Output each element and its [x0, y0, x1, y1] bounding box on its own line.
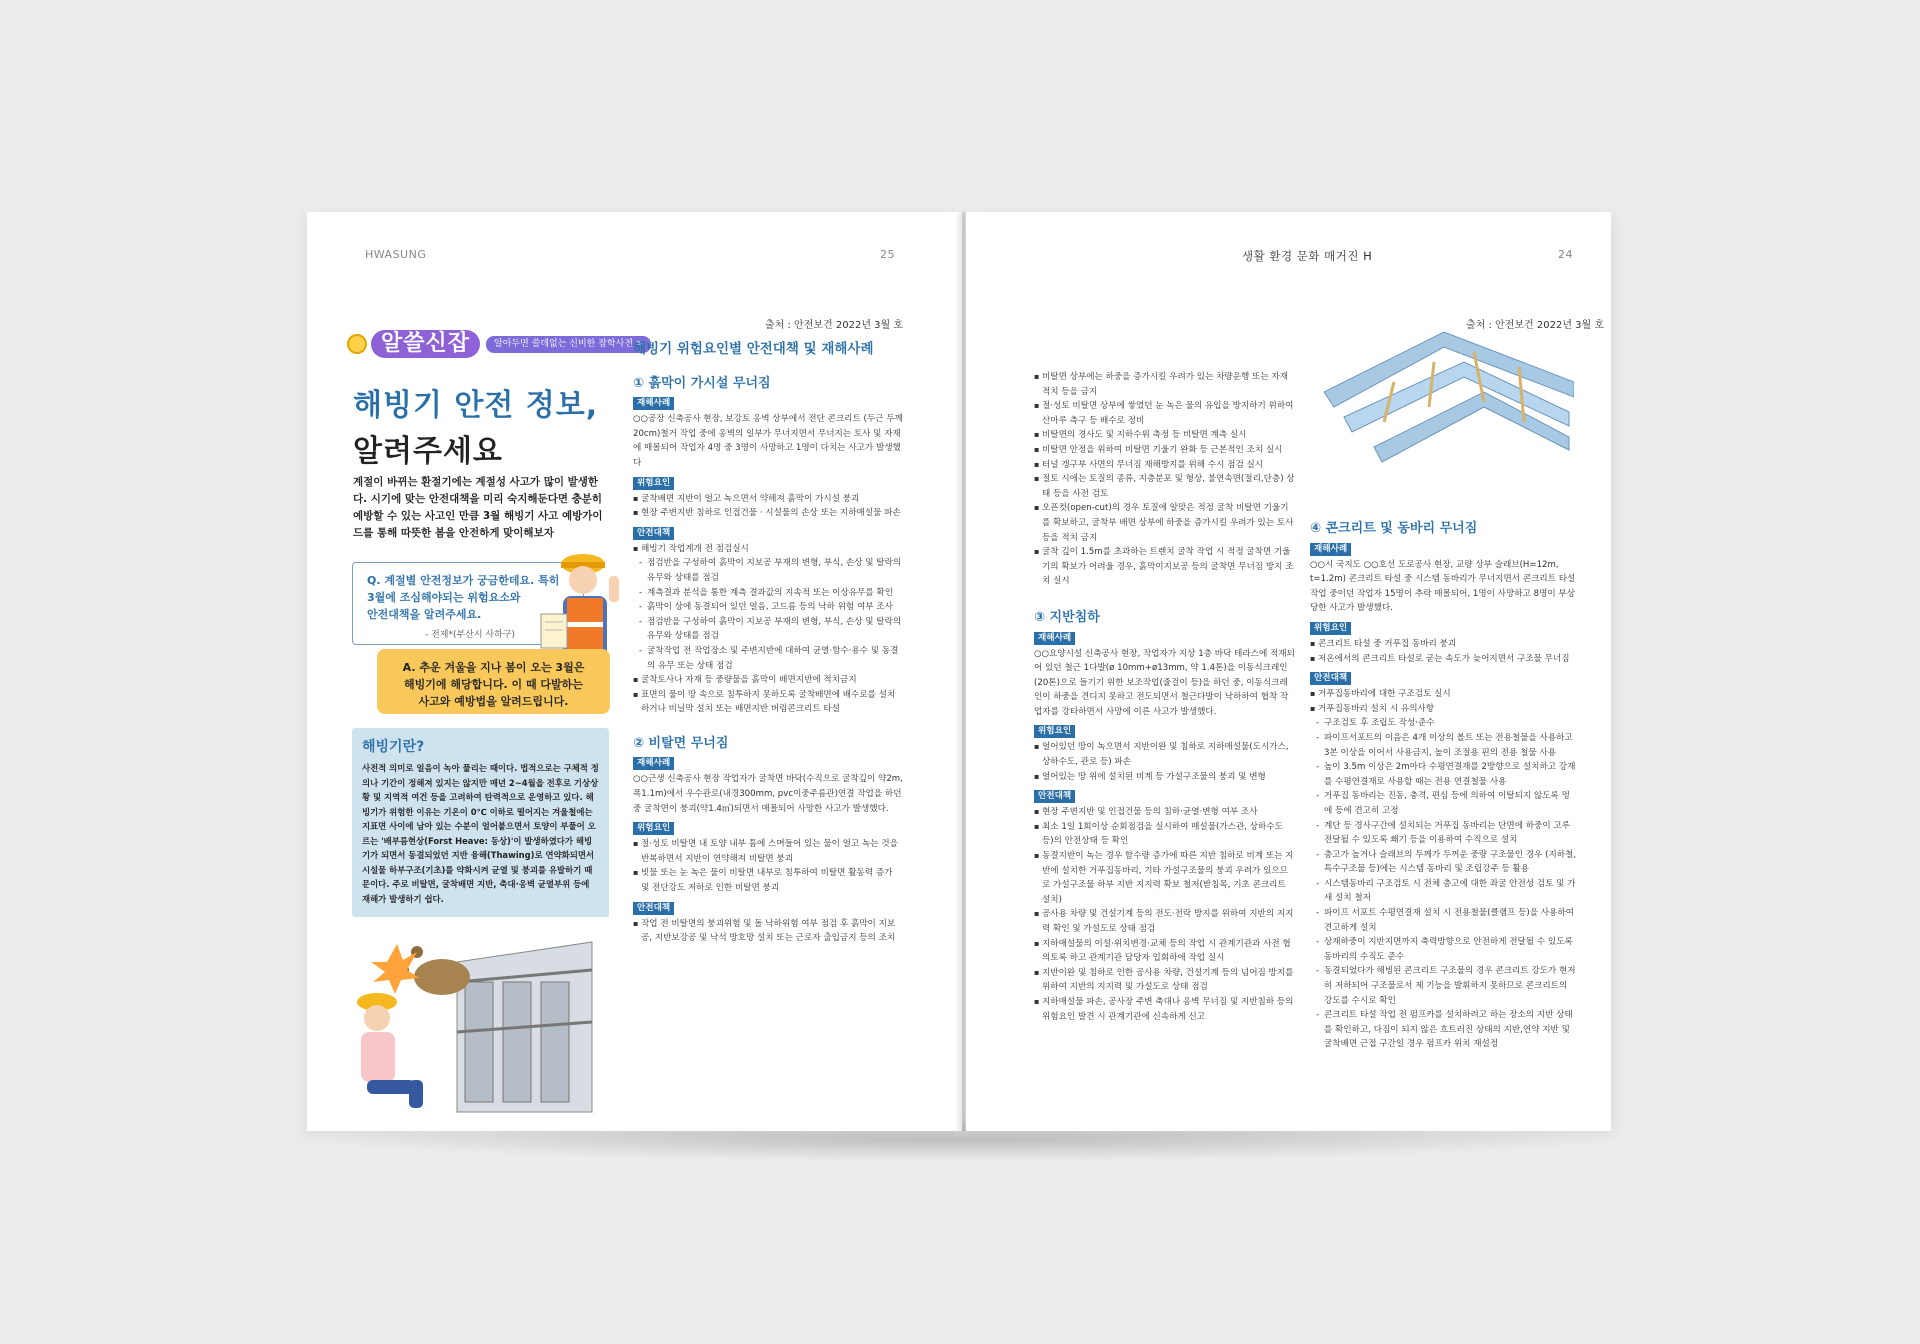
list-item: ▪ 현장 주변지반 침하로 인접건물 · 시설물의 손상 또는 지하매설물 파손 [633, 506, 903, 521]
case-text: ○○요양시설 신축공사 현장, 작업자가 지상 1층 바닥 테라스에 적재되어 있던 철근 1다발(ø 10mm+ø13mm, 약 1.4톤)을 이동식크레인(20톤)으로 들기기 위한 보조작업(줄걸이 등)을 하던 중, 이동식크레인이 하중을 견디지 못하고 전도되면서 철근다발이 낙하하여 협착 작업자를 강타하면서 사망에 이른 사고가 발생했다. [1034, 648, 1295, 717]
hazard-column [633, 342, 903, 946]
risk-label: 위험요인 [633, 477, 674, 490]
case-label: 재해사례 [633, 757, 674, 770]
list-item: - 콘크리트 타설 작업 전 펌프카를 설치하려고 하는 장소의 지반 상태를 확인하고, 다짐이 되지 않은 흐트러진 상태의 지반,연약 지반 및 굴착배면 근접 구간일 경우 펌프카 위치 재설정 [1310, 1008, 1578, 1052]
section-title: ① 흙막이 가시설 무너짐 [633, 375, 771, 391]
list-item: ▪ 거푸집동바리에 대한 구조검토 실시 [1310, 687, 1578, 702]
roof-truss-illustration [1324, 322, 1574, 472]
measure-label: 안전대책 [633, 527, 674, 540]
question-author: - 전제*(부산시 사하구) [424, 630, 516, 640]
lightbulb-icon [347, 334, 367, 354]
list-item: ▪ 작업 전 비탈면의 붕괴위험 및 돌 낙하위험 여부 점검 후 흙막이 지보공, 지반보강공 및 낙석 방호망 설치 또는 근로자 출입금지 등의 조치 [633, 917, 903, 946]
page-number: 24 [1558, 248, 1573, 261]
list-item: ▪ 해빙기 작업계개 전 점검실시 [633, 542, 903, 557]
list-item: - 층고가 높거나 슬래브의 두께가 두꺼운 중량 구조물인 경우 (지하철, 특수구조물 등)에는 시스템 동바리 및 조립강주 등 활용 [1310, 848, 1578, 877]
list-item: ▪ 비탈면의 경사도 및 지하수위 측정 등 비탈면 계측 실시 [1034, 428, 1296, 443]
measure-label: 안전대책 [1034, 790, 1075, 803]
list-item: - 파이프서포트의 이음은 4개 이상의 볼트 또는 전용철물을 사용하고 3본 이상을 이어서 사용금지, 높이 조절용 핀의 전용 철물 사용 [1310, 731, 1578, 760]
list-item: ▪ 지반이완 및 침하로 인한 공사용 차량, 건설기계 등의 넘어짐 방지를 위하여 지반의 지지력 및 가설도로 상태 점검 [1034, 966, 1296, 995]
list-item: - 높이 3.5m 이상은 2m마다 수평연결재를 2방향으로 설치하고 강재를 수평연결재로 사용할 때는 전용 연결철물 사용 [1310, 760, 1578, 789]
definition-text: 사전적 의미로 얼음이 녹아 풀리는 때이다. 법적으로는 구체적 정의나 기간이 정해져 있지는 않지만 매년 2~4월을 전후로 기상상황 및 지역적 여건 등을 고려하여 탄력적으로 운영하고 있다. 해빙기가 위험한 이유는 기온이 0℃ 이하로 떨어지는 겨울철에는 지표면 사이에 남아 있는 수분이 얼어붙으면서 토양이 부풀어 오르는 '배부름현상(Forst Heave: 동상)'이 발생하였다가 해빙기가 되면서 동결되었던 지반 융해(Thawing)로 연약화되면서 시설물 하부구조(기초)를 약화시켜 균열 및 붕괴를 유발하기 때문이다. 주로 비탈면, 굴착배면 지반, 축대·옹벽 균열부위 등에 재해가 발생하기 쉽다. [362, 763, 599, 904]
list-item: ▪ 비탈면 상부에는 하중을 증가시킬 우려가 있는 차량운행 또는 자재 적치 등을 금지 [1034, 370, 1296, 399]
list-item: ▪ 얼어있던 땅이 녹으면서 지반이완 및 침하로 지하매설물(도시가스, 상하수도, 관로 등) 파손 [1034, 740, 1296, 769]
list-item: ▪ 콘크리트 타설 중 거푸집 동바리 붕괴 [1310, 637, 1578, 652]
page-number: 25 [880, 248, 895, 261]
list-item: ▪ 거푸집동바리 설치 시 유의사항 [1310, 702, 1578, 717]
left-page [307, 212, 962, 1131]
list-item: ▪ 절·성토 비탈면 상부에 쌓였던 눈 녹은 물의 유입을 방지하기 위하여 산마루 측구 등 배수로 정비 [1034, 399, 1296, 428]
case-text: ○○시 국지도 ○○호선 도로공사 현장, 교량 상부 슬래브(H=12m, t=1.2m) 콘크리트 타설 중 시스템 동바리가 무너지면서 콘크리트 타설작업 중이던 작업자 15명이 추락 매몰되어, 1명이 사망하고 8명이 부상당한 사고가 발생했다. [1310, 559, 1576, 614]
definition-title: 해빙기란? [362, 739, 425, 755]
list-item: ▪ 비탈면 안정을 위하여 비탈면 기울기 완화 등 근본적인 조치 실시 [1034, 443, 1296, 458]
list-item: - 굴착작업 전 작업장소 및 주변지반에 대하여 균열·함수·용수 및 동결의 유무 또는 상태 점검 [633, 644, 903, 673]
list-item: ▪ 빗물 또는 눈 녹은 물이 비탈면 내부로 침투하여 비탈면 활동력 증가 및 전단강도 저하로 인한 비탈면 붕괴 [633, 866, 903, 895]
list-item: ▪ 얼어있는 땅 위에 설치된 비계 등 가설구조물의 붕괴 및 변형 [1034, 770, 1296, 785]
badge-title: 알쓸신잡 [371, 330, 480, 358]
list-item: ▪ 공사용 차량 및 건설기계 등의 전도·전락 방지를 위하여 지반의 지지력 확인 및 가설도로 상태 점검 [1034, 907, 1296, 936]
list-item: - 거푸집 동바리는 진동, 충격, 편심 등에 의하여 이탈되지 않도록 멍에 등에 견고히 고정 [1310, 789, 1578, 818]
risk-label: 위험요인 [1310, 622, 1351, 635]
question-text: Q. 계절별 안전정보가 궁금한데요. 특히 3월에 조심해야되는 위험요소와 안전대책을 알려주세요. [367, 574, 560, 621]
right-page [966, 212, 1611, 1131]
source-note: 출처 : 안전보건 2022년 3월 호 [765, 320, 904, 331]
header-brand: HWASUNG [365, 248, 427, 261]
list-item: ▪ 현장 주변지반 및 인접건물 등의 침하·균열·변형 여부 조사 [1034, 805, 1296, 820]
list-item: - 파이프 서포트 수평연결재 설치 시 전용철물(클램프 등)을 사용하여 견고하게 설치 [1310, 906, 1578, 935]
case-label: 재해사례 [1034, 632, 1075, 645]
list-item: - 동결되었다가 해빙된 콘크리트 구조물의 경우 콘크리트 강도가 현저히 저하되어 구조물로서 제 기능을 발휘하지 못하므로 콘크리트의 강도를 수시로 확인 [1310, 964, 1578, 1008]
list-item: ▪ 지하매설물의 이설·위치변경·교체 등의 작업 시 관계기관과 사전 협의토록 하고 관계기관 담당자 입회하에 작업 실시 [1034, 937, 1296, 966]
section-title: ③ 지반침하 [1034, 609, 1100, 625]
lead-paragraph: 계절이 바뀌는 환절기에는 계절성 사고가 많이 발생한다. 시기에 맞는 안전대책을 미리 숙지해둔다면 충분히 예방할 수 있는 사고인 만큼 3월 해빙기 사고 예방가이드를 통해 따뜻한 봄을 안전하게 맞이해보자 [353, 476, 603, 539]
list-item: - 점검반을 구성하여 흙막이 지보공 부재의 변형, 부식, 손상 및 탈락의 유무와 상태를 점검 [633, 615, 903, 644]
continued-column [1034, 370, 1296, 1024]
list-item: - 흙막이 상에 동결되어 있던 얼음, 고드름 등의 낙하 위험 여부 조사 [633, 600, 903, 615]
list-item: ▪ 표면의 물이 땅 속으로 침투하지 못하도록 굴착배면에 배수로를 설치하거나 비닐막 설치 또는 배면지반 버림콘크리트 타설 [633, 688, 903, 717]
list-item: - 구조검토 후 조립도 작성·준수 [1310, 716, 1578, 731]
case-label: 재해사례 [1310, 543, 1351, 556]
page-title-line2: 알려주세요 [353, 434, 503, 469]
list-item: - 점검반을 구성하여 흙막이 지보공 부재의 변형, 부식, 손상 및 탈락의 유무와 상태를 점검 [633, 556, 903, 585]
case-text: ○○근생 신축공사 현장 작업자가 굴착면 바닥(수직으로 굴착깊이 약2m,폭1.1m)에서 우수관로(내경300mm, pvc이중주름관)연결 작업을 하던 중 굴착면이 붕괴(약1.4㎥)되면서 매몰되어 사망한 사고가 발생했다. [633, 774, 903, 814]
column-title: 해빙기 위험요인별 안전대책 및 재해사례 [633, 341, 874, 357]
list-item: ▪ 굴착 깊이 1.5m를 초과하는 트렌치 굴착 작업 시 적정 굴착면 기울기의 확보가 어려울 경우, 흙막이지보공 등의 굴착면 무너짐 방지 조치 실시 [1034, 545, 1296, 589]
source-note: 출처 : 안전보건 2022년 3월 호 [1466, 320, 1605, 331]
risk-label: 위험요인 [633, 822, 674, 835]
measure-label: 안전대책 [633, 902, 674, 915]
section-title: ② 비탈면 무너짐 [633, 735, 729, 751]
list-item: ▪ 동결지반이 녹는 경우 함수량 증가에 따른 지반 침하로 비계 또는 지반에 설치한 거푸집동바리, 기타 가설구조물의 붕괴 우려가 있으므로 가설구조물 하부 지반 지지력 확보 철저(받침목, 기초 콘크리트 설치) [1034, 849, 1296, 907]
collapse-hazard-illustration [347, 922, 597, 1117]
column-badge [347, 330, 651, 358]
list-item: ▪ 굴착배면 지반이 얼고 녹으면서 약해져 흙막이 가시설 붕괴 [633, 492, 903, 507]
list-item: ▪ 최소 1일 1회이상 순회점검을 실시하여 매설물(가스관, 상하수도 등)의 안전상태 등 확인 [1034, 820, 1296, 849]
answer-box: A. 추운 겨울을 지나 봄이 오는 3월은 해빙기에 해당합니다. 이 때 다발하는 사고와 예방법을 알려드립니다. [377, 649, 610, 714]
list-item: ▪ 오픈컷(open-cut)의 경우 토질에 알맞은 적정 굴착 비탈면 기울기를 확보하고, 굴착부 배면 상부에 하중을 증가시킬 우려가 있는 토사 등을 적치 금지 [1034, 501, 1296, 545]
measure-label: 안전대책 [1310, 672, 1351, 685]
badge-subtitle: 알아두면 쓸데없는 신비한 잡학사전 > [486, 336, 651, 353]
risk-label: 위험요인 [1034, 725, 1075, 738]
list-item: - 계측결과 분석을 통한 계측 결과값의 지속적 또는 이상유무를 확인 [633, 586, 903, 601]
list-item: ▪ 지하매설물 파손, 공사장 주변 축대나 옹벽 무너짐 및 지반침하 등의 위험요인 발견 시 관계기관에 신속하게 신고 [1034, 995, 1296, 1024]
list-item: ▪ 저온에서의 콘크리트 타설로 굳는 속도가 늦어지면서 구조물 무너짐 [1310, 652, 1578, 667]
concrete-column [1310, 522, 1578, 1052]
page-title-line1: 해빙기 안전 정보, [353, 388, 599, 423]
list-item: ▪ 굴착토사나 자재 등 중량물을 흙막이 배면지반에 적치금지 [633, 673, 903, 688]
list-item: ▪ 터널 갱구부 사면의 무너짐 재해방지를 위해 수시 점검 실시 [1034, 458, 1296, 473]
header-title: 생활 환경 문화 매거진 H [1242, 249, 1373, 263]
section-title: ④ 콘크리트 및 동바리 무너짐 [1310, 521, 1478, 536]
case-text: ○○공장 신축공사 현장, 보강토 옹벽 상부에서 전단 콘크리트 (두근 두께 20cm)철거 작업 중에 옹벽의 일부가 무너지면서 무너지는 토사 및 자재에 매몰되어 작업자 4명 중 3명이 사망하고 1명이 다치는 사고가 발생했다 [633, 414, 903, 468]
case-label: 재해사례 [633, 397, 674, 410]
list-item: - 시스템동바리 구조검토 시 전체 층고에 대한 좌굴 안전성 검토 및 가새 설치 철저 [1310, 877, 1578, 906]
list-item: - 계단 등 경사구간에 설치되는 거푸집 동바리는 단면에 하중이 고루 전달될 수 있도록 쐐기 등을 이용하여 수직으로 설치 [1310, 819, 1578, 848]
list-item: ▪ 절·성토 비탈면 내 토양 내부 틈에 스며들어 있는 물이 얼고 녹는 것을 반복하면서 지반이 연약해져 비탈면 붕괴 [633, 837, 903, 866]
list-item: - 상재하중이 지반지면까지 축력방향으로 안전하게 전달될 수 있도록 동바리의 수직도 준수 [1310, 935, 1578, 964]
list-item: ▪ 절토 시에는 토질의 종류, 지층분포 및 형상, 불연속면(절리,단층) 상태 등을 사전 검토 [1034, 472, 1296, 501]
definition-box [352, 728, 609, 917]
